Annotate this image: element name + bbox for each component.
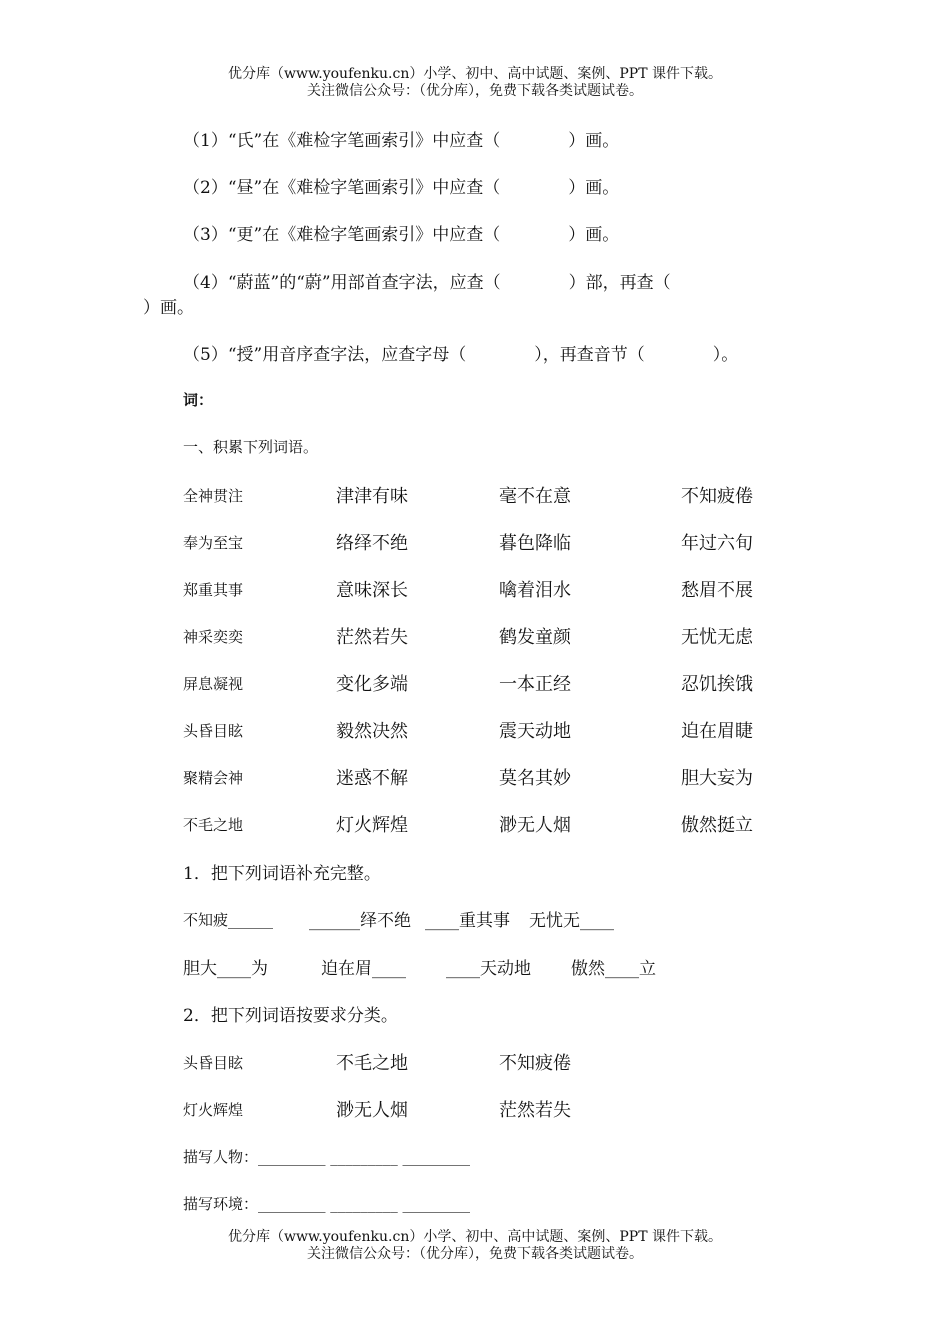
word-item: 不毛之地 [336,1053,408,1074]
word-item: 变化多端 [336,674,408,695]
word-item: 胆大妄为 [681,768,753,789]
word-item: 津津有味 [336,486,408,507]
question-4-continued: ）画。 [143,298,194,318]
word-item: 茫然若失 [336,627,408,648]
word-row [183,529,883,553]
word-item: 年过六旬 [681,533,753,554]
header-line-1: 优分库（www.youfenku.cn）小学、初中、高中试题、案例、PPT 课件下载。 [227,66,722,82]
word-item: 意味深长 [336,580,408,601]
fill-blank-item: 胆大____为 [183,959,268,979]
word-item: 头昏目眩 [183,722,244,740]
fill-blank-item: 不知疲______ [183,911,274,929]
word-item: 不知疲倦 [499,1053,571,1074]
word-item: 愁眉不展 [681,580,753,601]
word-item: 一本正经 [499,674,571,695]
word-item: 噙着泪水 [499,580,571,601]
word-row [183,764,883,788]
word-item: 莫名其妙 [499,768,571,789]
word-item: 全神贯注 [183,487,244,505]
page-header [0,66,950,100]
word-item: 茫然若失 [499,1100,571,1121]
word-item: 郑重其事 [183,581,244,599]
word-item: 屏息凝视 [183,675,244,693]
word-item: 忍饥挨饿 [681,674,753,695]
word-row [183,482,883,506]
word-item: 奉为至宝 [183,534,244,552]
task2-title: 2．把下列词语按要求分类。 [183,1006,398,1026]
footer-line-1: 优分库（www.youfenku.cn）小学、初中、高中试题、案例、PPT 课件下载。 [227,1229,722,1245]
question-1: （1）“氏”在《难检字笔画索引》中应查（ ）画。 [183,131,620,151]
word-item: 毅然决然 [336,721,408,742]
fill-blank-item: 迫在眉____ [321,959,406,979]
fill-blank-item: 无忧无____ [529,911,614,931]
word-item: 迷惑不解 [336,768,408,789]
page-footer [0,1229,950,1263]
word-item: 络绎不绝 [336,533,408,554]
word-item: 毫不在意 [499,486,571,507]
word-row [183,623,883,647]
word-item: 暮色降临 [499,533,571,554]
question-3: （3）“更”在《难检字笔画索引》中应查（ ）画。 [183,225,620,245]
word-row [183,811,883,835]
word-item: 灯火辉煌 [336,815,408,836]
word-row [183,576,883,600]
classify-people: 描写人物：_________ _________ _________ [183,1148,471,1166]
fill-blank-item: ____重其事 [425,911,510,931]
word-item: 神采奕奕 [183,628,244,646]
question-4: （4）“蔚蓝”的“蔚”用部首查字法，应查（ ）部，再查（ [183,273,671,293]
fill-blank-item: ____天动地 [446,959,531,979]
word-item: 无忧无虑 [681,627,753,648]
task2-word-row [183,1096,883,1120]
fill-blank-item: ______绎不绝 [309,911,411,931]
sub-title: 一、积累下列词语。 [183,438,319,456]
word-item: 头昏目眩 [183,1054,244,1072]
word-row [183,670,883,694]
word-item: 不知疲倦 [681,486,753,507]
word-item: 不毛之地 [183,816,244,834]
word-item: 渺无人烟 [499,815,571,836]
classify-environment: 描写环境：_________ _________ _________ [183,1195,471,1213]
word-item: 渺无人烟 [336,1100,408,1121]
fill-blank-item: 傲然____立 [571,959,656,979]
question-5: （5）“授”用音序查字法，应查字母（ ），再查音节（ ）。 [183,345,739,365]
word-item: 震天动地 [499,721,571,742]
word-item: 鹤发童颜 [499,627,571,648]
footer-line-2: 关注微信公众号：（优分库），免费下载各类试题试卷。 [307,1246,643,1262]
task2-word-row [183,1049,883,1073]
section-title: 词： [183,391,214,409]
word-row [183,717,883,741]
task1-title: 1．把下列词语补充完整。 [183,864,381,884]
word-item: 聚精会神 [183,769,244,787]
word-item: 迫在眉睫 [681,721,753,742]
question-2: （2）“昼”在《难检字笔画索引》中应查（ ）画。 [183,178,620,198]
word-item: 傲然挺立 [681,815,753,836]
word-item: 灯火辉煌 [183,1101,244,1119]
header-line-2: 关注微信公众号：（优分库），免费下载各类试题试卷。 [307,83,643,99]
